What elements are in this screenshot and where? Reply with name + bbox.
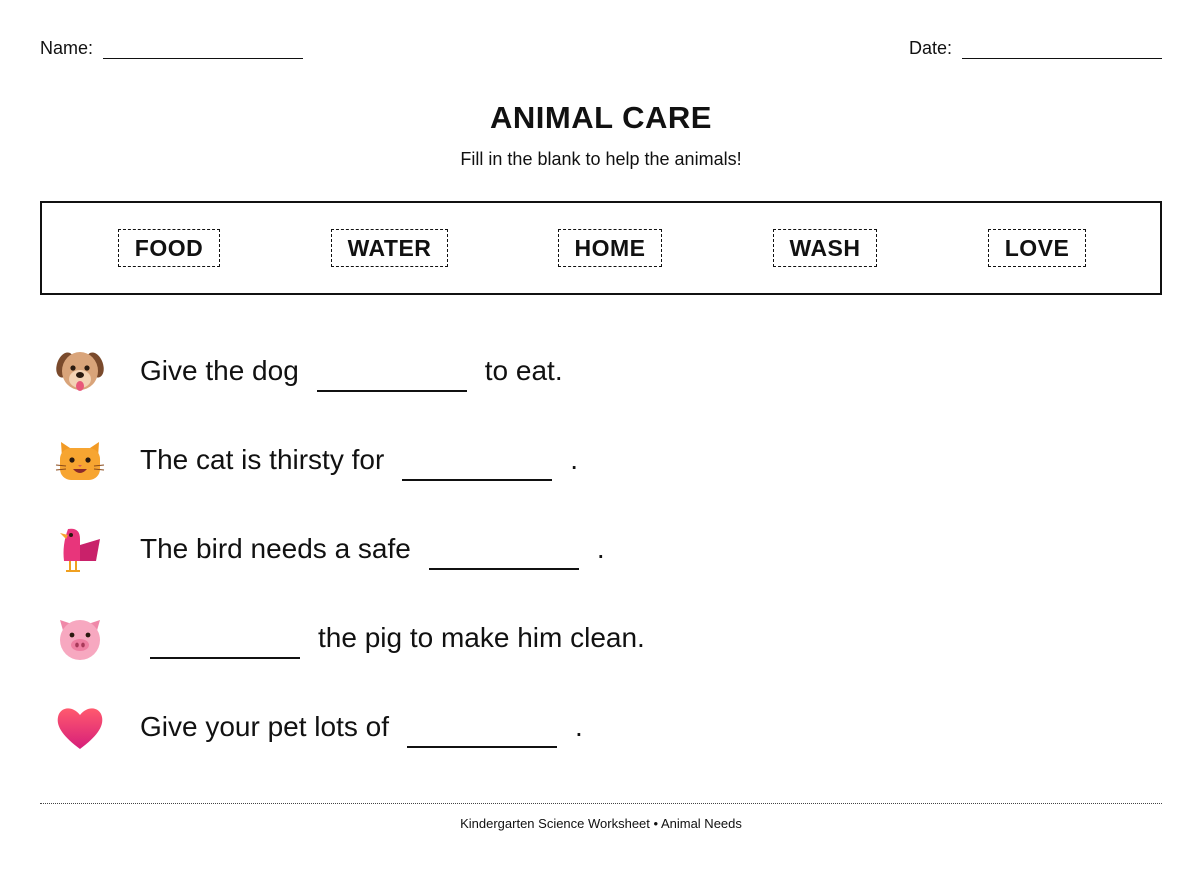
sentence-text-after: . [575, 711, 583, 742]
word-bank [40, 201, 1162, 295]
sentence-text-after: to eat. [484, 355, 563, 386]
word-love[interactable]: LOVE [988, 229, 1086, 267]
sentence [140, 702, 583, 752]
bird-icon [54, 523, 106, 575]
sentence-text-after: the pig to make him clean. [318, 622, 645, 653]
sentence-text-before: The cat is thirsty for [140, 444, 385, 475]
name-label: Name: [40, 38, 94, 58]
sentence-text-after: . [570, 444, 579, 475]
list-item [54, 613, 645, 663]
sentence [140, 346, 563, 396]
answer-blank[interactable] [429, 540, 579, 570]
date-field [909, 38, 1162, 59]
dog-face-icon [54, 345, 106, 397]
list-item [54, 524, 605, 574]
answer-blank[interactable] [150, 629, 300, 659]
name-field [40, 38, 303, 59]
word-home[interactable]: HOME [558, 229, 662, 267]
sentence-text-before: The bird needs a safe [140, 533, 411, 564]
pig-face-icon [54, 612, 106, 664]
sentence-text-before: Give the dog [140, 355, 299, 386]
answer-blank[interactable] [317, 362, 467, 392]
page-subtitle: Fill in the blank to help the animals! [460, 149, 742, 169]
answer-blank[interactable] [402, 451, 552, 481]
footer-divider [40, 803, 1162, 804]
word-food[interactable]: FOOD [118, 229, 220, 267]
word-water[interactable]: WATER [331, 229, 448, 267]
cat-face-icon [54, 434, 106, 486]
sentence-text-after: . [596, 533, 605, 564]
header-row [40, 38, 1162, 62]
footer-text: Kindergarten Science Worksheet • Animal Needs [460, 816, 742, 831]
date-label: Date: [908, 38, 952, 58]
list-item [54, 702, 583, 752]
sentence [140, 524, 605, 574]
sentence [140, 613, 645, 663]
word-wash[interactable]: WASH [773, 229, 877, 267]
list-item [54, 346, 563, 396]
heart-icon [54, 701, 106, 753]
name-blank-line[interactable] [103, 40, 303, 59]
page-title: ANIMAL CARE [490, 100, 712, 135]
sentence [140, 435, 578, 485]
sentence-text-before: Give your pet lots of [140, 711, 390, 742]
answer-blank[interactable] [407, 718, 557, 748]
list-item [54, 435, 579, 485]
date-blank-line[interactable] [962, 40, 1162, 59]
